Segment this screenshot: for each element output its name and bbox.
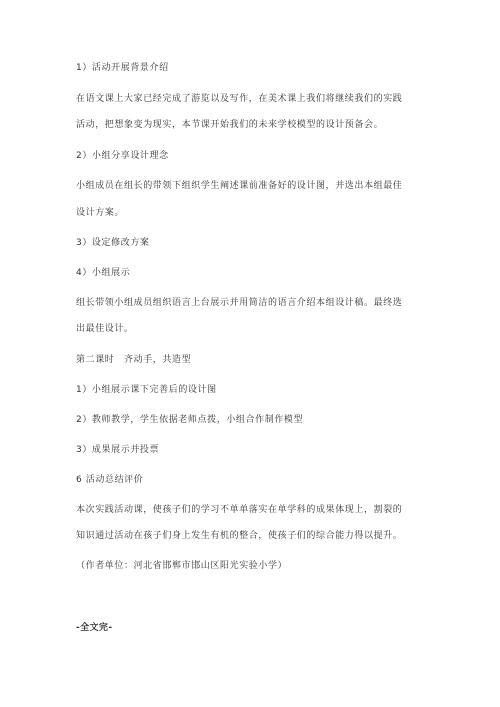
section-heading: 2）小组分享设计理念	[76, 151, 169, 161]
paragraph-line: 设计方案。	[76, 208, 125, 218]
paragraph-line: 在语文课上大家已经完成了游览以及写作，在美术课上我们将继续我们的实践	[76, 94, 403, 104]
section-heading: 6 活动总结评价	[76, 475, 144, 485]
paragraph-line: 本次实践活动课，使孩子们的学习不单单落实在单学科的成果体现上，割裂的	[76, 505, 403, 515]
end-of-article-marker: -全文完-	[76, 623, 113, 633]
section-heading: 3）设定修改方案	[76, 238, 150, 248]
section-heading: 1）活动开展背景介绍	[76, 63, 169, 73]
paragraph-line: 小组成员在组长的带领下组织学生阐述课前准备好的设计图，并选出本组最佳	[76, 181, 403, 191]
paragraph-line: 知识通过活动在孩子们身上发生有机的整合，使孩子们的综合能力得以提升。	[76, 531, 403, 541]
paragraph-line: 组长带领小组成员组织语言上台展示并用简洁的语言介绍本组设计稿。最终选	[76, 298, 403, 308]
paragraph-line: 活动，把想象变为现实，本节课开始我们的未来学校模型的设计预备会。	[76, 120, 384, 130]
section-heading: 2）教师教学，学生依据老师点拨，小组合作制作模型	[76, 415, 304, 425]
section-heading: 1）小组展示课下完善后的设计图	[76, 385, 217, 395]
section-heading: 3）成果展示并投票	[76, 445, 160, 455]
lesson-heading: 第二课时 齐动手，共造型	[76, 355, 192, 365]
section-heading: 4）小组展示	[76, 268, 131, 278]
paragraph-line: 出最佳设计。	[76, 324, 134, 334]
author-affiliation: （作者单位：河北省邯郸市邯山区阳光实验小学）	[76, 561, 288, 571]
